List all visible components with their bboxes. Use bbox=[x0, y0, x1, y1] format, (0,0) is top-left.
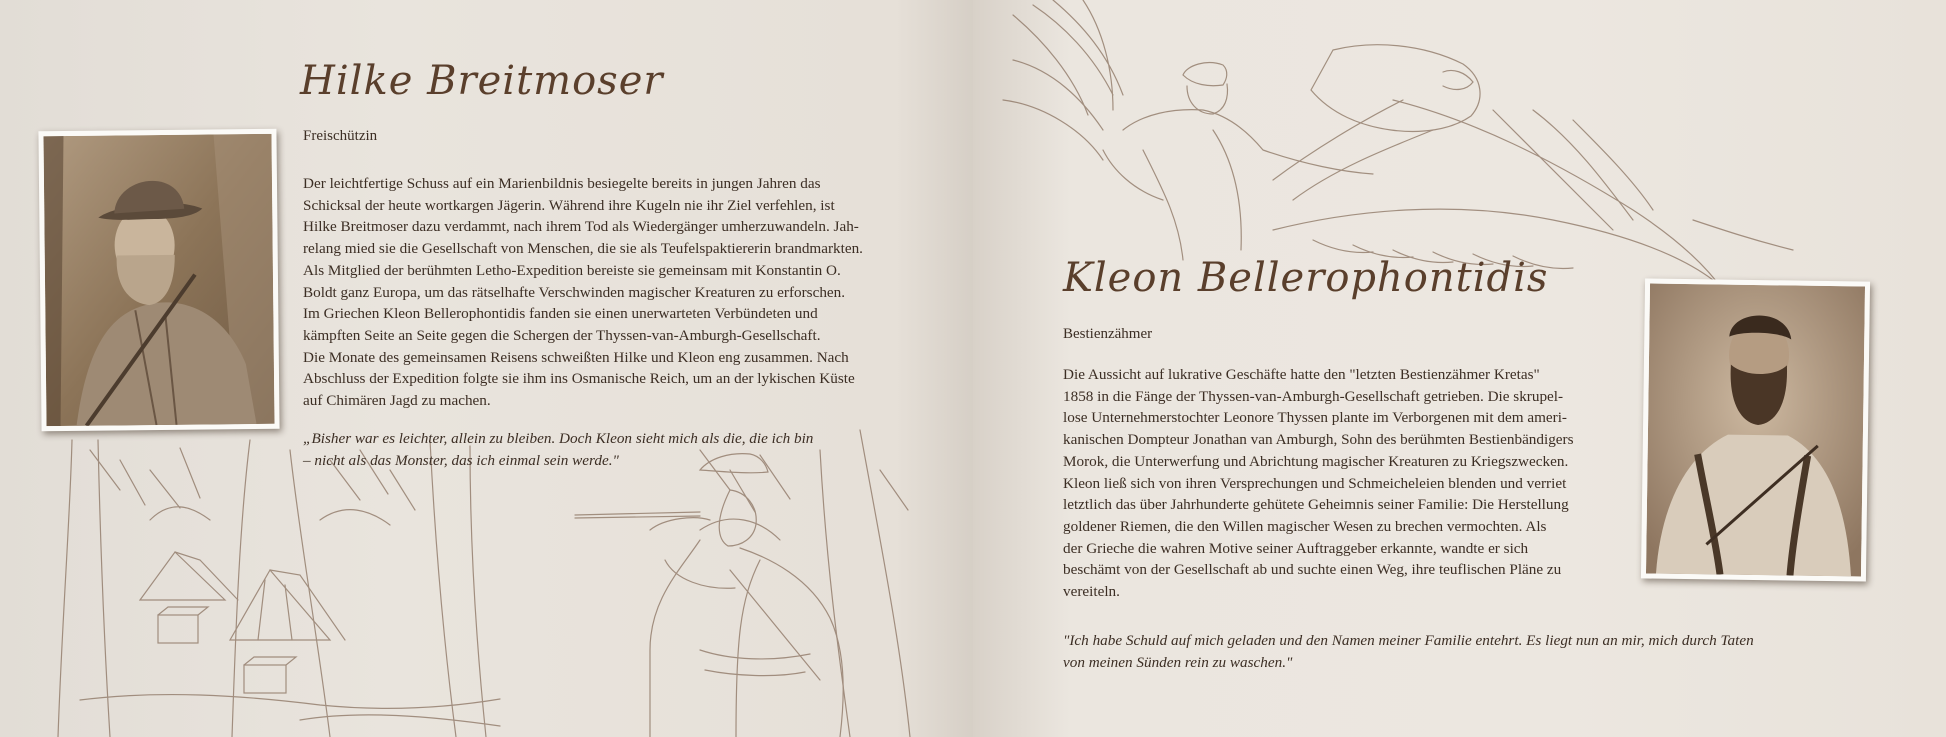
biography-line: 1858 in die Fänge der Thyssen-van-Amburgh-Gesellschaft getrieben. Die skrupel- bbox=[1063, 387, 1564, 405]
quote-line: – nicht als das Monster, das ich einmal sein werde." bbox=[303, 451, 619, 469]
biography-line: Kleon ließ sich von ihren Versprechungen und Schmeicheleien blenden und verriet bbox=[1063, 474, 1567, 492]
biography-line: letztlich das über Jahrhunderte gehütete Geheimnis seiner Familie: Die Herstellung bbox=[1063, 496, 1569, 514]
biography-line: Die Monate des gemeinsamen Reisens schweißten Hilke und Kleon eng zusammen. Nach bbox=[303, 348, 849, 366]
right-page bbox=[973, 0, 1946, 737]
biography-line: goldener Riemen, die den Willen magischer Wesen zu brechen vermochten. Als bbox=[1063, 517, 1547, 535]
quote-line: von meinen Sünden rein zu waschen." bbox=[1063, 653, 1293, 671]
character-role: Freischützin bbox=[303, 128, 378, 144]
biography-text bbox=[1063, 364, 1574, 603]
biography-text bbox=[303, 173, 863, 412]
biography-line: relang mied sie die Gesellschaft von Menschen, die sie als Teufelspaktiererin brandmarkten. bbox=[303, 240, 863, 258]
biography-line: kämpften Seite an Seite gegen die Schergen der Thyssen-van-Amburgh-Gesellschaft. bbox=[303, 326, 821, 344]
biography-line: kanischen Dompteur Jonathan van Amburgh, Sohn des berühmten Bestienbändigers bbox=[1063, 431, 1574, 449]
character-quote bbox=[1063, 630, 1754, 673]
quote-line: „Bisher war es leichter, allein zu bleiben. Doch Kleon sieht mich als die, die ich bin bbox=[303, 430, 814, 447]
biography-line: Boldt ganz Europa, um das rätselhafte Verschwinden magischer Kreaturen zu erforschen. bbox=[303, 283, 846, 301]
portrait-image bbox=[1646, 284, 1865, 577]
biography-line: lose Unternehmerstochter Leonore Thyssen plante im Verborgenen mit dem ameri- bbox=[1063, 409, 1567, 427]
biography-line: vereiteln. bbox=[1063, 583, 1120, 601]
biography-line: der Grieche die wahren Motive seiner Auftraggeber erkannte, wandte er sich bbox=[1063, 539, 1529, 557]
biography-line: Im Griechen Kleon Bellerophontidis fanden sie einen unerwarteten Verbündeten und bbox=[303, 305, 818, 323]
quote-line: "Ich habe Schuld auf mich geladen und den Namen meiner Familie entehrt. Es liegt nun an mir, mich durch Taten bbox=[1063, 632, 1754, 649]
character-role: Bestienzähmer bbox=[1063, 326, 1153, 342]
biography-line: Schicksal der heute wortkargen Jägerin. Während ihre Kugeln nie ihr Ziel verfehlen, ist bbox=[303, 196, 835, 214]
biography-line: Als Mitglied der berühmten Letho-Expedition bereiste sie gemeinsam mit Konstantin O. bbox=[303, 261, 841, 279]
biography-line: Abschluss der Expedition folgte sie ihm ins Osmanische Reich, um an der lykischen Küste bbox=[303, 370, 855, 388]
character-quote bbox=[303, 428, 813, 471]
biography-line: auf Chimären Jagd zu machen. bbox=[303, 392, 491, 410]
biography-line: Hilke Breitmoser dazu verdammt, nach ihrem Tod als Wiedergänger umherzuwandeln. Jah- bbox=[303, 218, 859, 236]
portrait-photo-hilke bbox=[38, 129, 279, 431]
biography-line: Die Aussicht auf lukrative Geschäfte hatte den "letzten Bestienzähmer Kretas" bbox=[1063, 366, 1540, 383]
portrait-image bbox=[43, 134, 274, 426]
portrait-photo-kleon bbox=[1641, 278, 1870, 581]
biography-line: Der leichtfertige Schuss auf ein Marienbildnis besiegelte bereits in jungen Jahren das bbox=[303, 175, 821, 192]
character-name-heading: Kleon Bellerophontidis bbox=[1063, 255, 1549, 301]
character-name-heading: Hilke Breitmoser bbox=[300, 58, 664, 104]
biography-line: Morok, die Unterwerfung und Abrichtung magischer Kreaturen zu Kriegszwecken. bbox=[1063, 452, 1569, 470]
biography-line: beschämt von der Gesellschaft ab und suchte einen Weg, ihre teuflischen Pläne zu bbox=[1063, 561, 1562, 579]
